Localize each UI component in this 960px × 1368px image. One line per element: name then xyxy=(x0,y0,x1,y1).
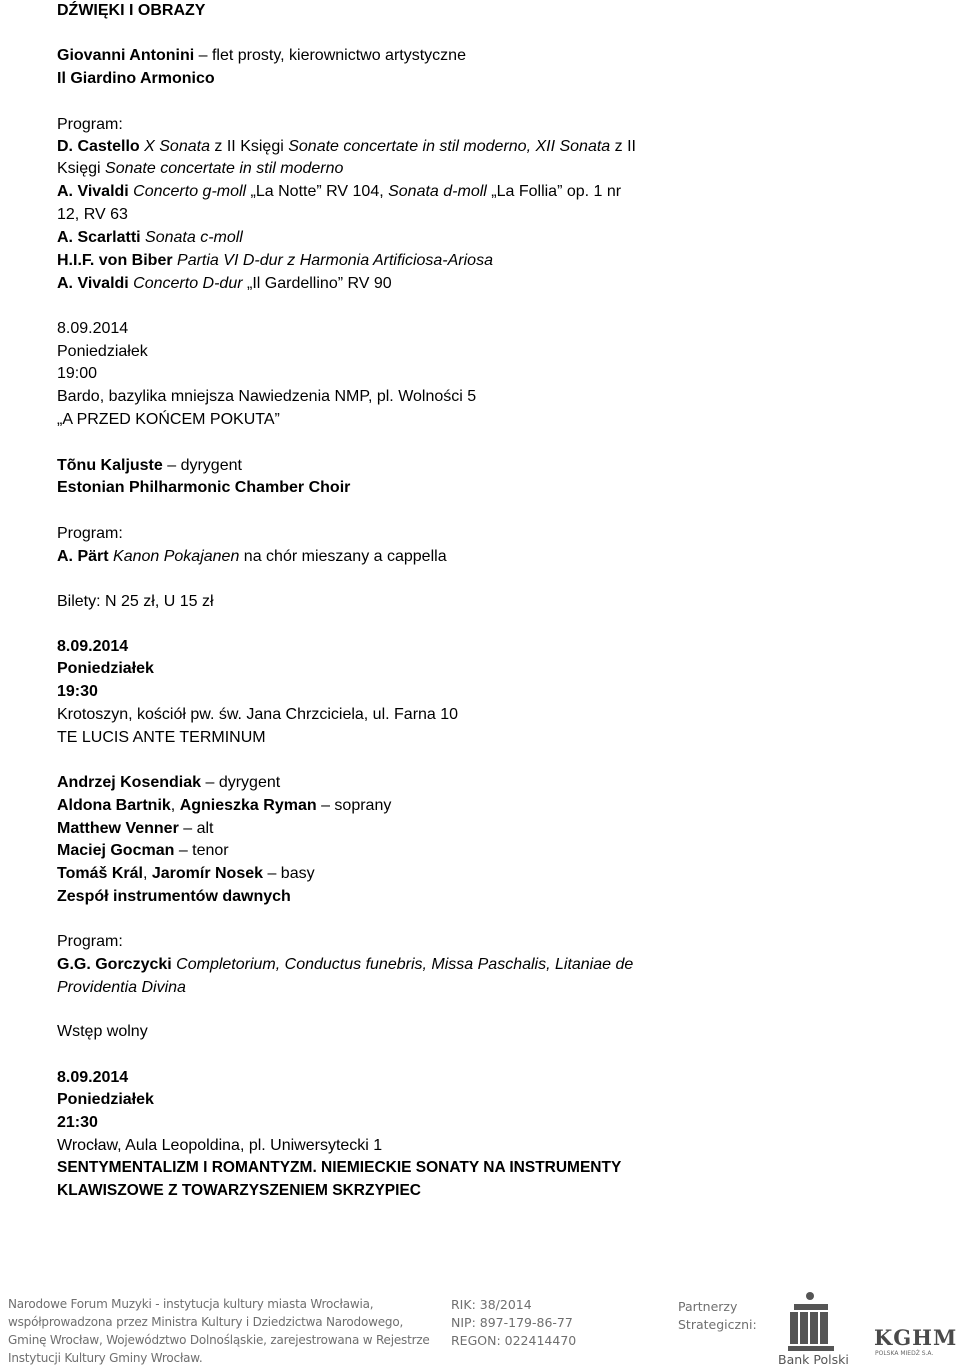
event-date: 8.09.2014 xyxy=(57,320,129,337)
event-date: 8.09.2014 xyxy=(57,1069,129,1086)
program-item: A. Vivaldi Concerto g-moll „La Notte” RV 104, Sonata d-moll „La Follia” op. 1 nr xyxy=(57,183,622,200)
performer-line: Tõnu Kaljuste – dyrygent xyxy=(57,457,242,474)
event-day: Poniedziałek xyxy=(57,1091,154,1108)
program-item-cont: Providentia Divina xyxy=(57,979,186,996)
footer-partners-label: Strategiczni: xyxy=(678,1317,757,1332)
footer-org-line: współprowadzona przez Ministra Kultury i Dziedzictwa Narodowego, xyxy=(8,1315,404,1329)
program-label: Program: xyxy=(57,525,123,542)
footer-rik: RIK: 38/2014 xyxy=(451,1297,532,1312)
page-footer xyxy=(0,1290,960,1368)
program-item-cont: Księgi Sonate concertate in stil moderno xyxy=(57,160,344,177)
performer-line: Giovanni Antonini – flet prosty, kierownictwo artystyczne xyxy=(57,47,466,64)
ensemble-name: Zespół instrumentów dawnych xyxy=(57,888,291,905)
footer-org-line: Narodowe Forum Muzyki - instytucja kultury miasta Wrocławia, xyxy=(8,1297,374,1311)
program-item: A. Vivaldi Concerto D-dur „Il Gardellino” RV 90 xyxy=(57,275,392,292)
event-time: 19:00 xyxy=(57,365,98,382)
footer-regon: REGON: 022414470 xyxy=(451,1333,577,1348)
footer-nip: NIP: 897-179-86-77 xyxy=(451,1315,573,1330)
admission-info: Wstęp wolny xyxy=(57,1023,148,1040)
ensemble-name: Estonian Philharmonic Chamber Choir xyxy=(57,479,351,496)
kghm-subtitle: POLSKA MIEDŹ S.A. xyxy=(875,1350,934,1357)
event-title: „A PRZED KOŃCEM POKUTA” xyxy=(57,411,280,428)
program-item: G.G. Gorczycki Completorium, Conductus funebris, Missa Paschalis, Litaniae de xyxy=(57,956,634,973)
event-time: 21:30 xyxy=(57,1114,98,1131)
event-date: 8.09.2014 xyxy=(57,638,129,655)
footer-org-line: Gminę Wrocław, Województwo Dolnośląskie, zarejestrowana w Rejestrze xyxy=(8,1333,430,1347)
performer-line: Matthew Venner – alt xyxy=(57,820,214,837)
ticket-info: Bilety: N 25 zł, U 15 zł xyxy=(57,593,214,610)
pko-bank-polski-logo xyxy=(778,1290,849,1368)
program-item: A. Scarlatti Sonata c-moll xyxy=(57,229,243,246)
pko-bank-label: Bank Polski xyxy=(778,1352,849,1367)
event-title: SENTYMENTALIZM I ROMANTYZM. NIEMIECKIE SONATY NA INSTRUMENTY xyxy=(57,1159,622,1176)
pko-piggy-bank-icon xyxy=(782,1290,842,1352)
program-item: D. Castello X Sonata z II Księgi Sonate concertate in stil moderno, XII Sonata z II xyxy=(57,138,636,155)
program-item: H.I.F. von Biber Partia VI D-dur z Harmonia Artificiosa-Ariosa xyxy=(57,252,493,269)
program-label: Program: xyxy=(57,116,123,133)
program-label: Program: xyxy=(57,933,123,950)
program-item: A. Pärt Kanon Pokajanen na chór mieszany a cappella xyxy=(57,548,447,565)
performer-line: Maciej Gocman – tenor xyxy=(57,842,229,859)
footer-partners-label: Partnerzy xyxy=(678,1299,738,1314)
performer-line: Andrzej Kosendiak – dyrygent xyxy=(57,774,281,791)
event-day: Poniedziałek xyxy=(57,343,148,360)
event-venue: Bardo, bazylika mniejsza Nawiedzenia NMP, pl. Wolności 5 xyxy=(57,388,477,405)
page-title: DŹWIĘKI I OBRAZY xyxy=(57,2,206,19)
event-day: Poniedziałek xyxy=(57,660,154,677)
event-time: 19:30 xyxy=(57,683,98,700)
ensemble-name: Il Giardino Armonico xyxy=(57,70,215,87)
event-title-cont: KLAWISZOWE Z TOWARZYSZENIEM SKRZYPIEC xyxy=(57,1182,421,1199)
footer-org-line: Instytucji Kultury Gminy Wrocław. xyxy=(8,1351,203,1365)
event-venue: Wrocław, Aula Leopoldina, pl. Uniwersytecki 1 xyxy=(57,1137,383,1154)
program-item-cont: 12, RV 63 xyxy=(57,206,128,223)
kghm-logo xyxy=(874,1326,956,1366)
event-title: TE LUCIS ANTE TERMINUM xyxy=(57,729,266,746)
performer-line: Aldona Bartnik, Agnieszka Ryman – soprany xyxy=(57,797,392,814)
event-venue: Krotoszyn, kościół pw. św. Jana Chrzciciela, ul. Farna 10 xyxy=(57,706,459,723)
performer-line: Tomáš Král, Jaromír Nosek – basy xyxy=(57,865,315,882)
kghm-wordmark: KGHM xyxy=(874,1325,958,1350)
